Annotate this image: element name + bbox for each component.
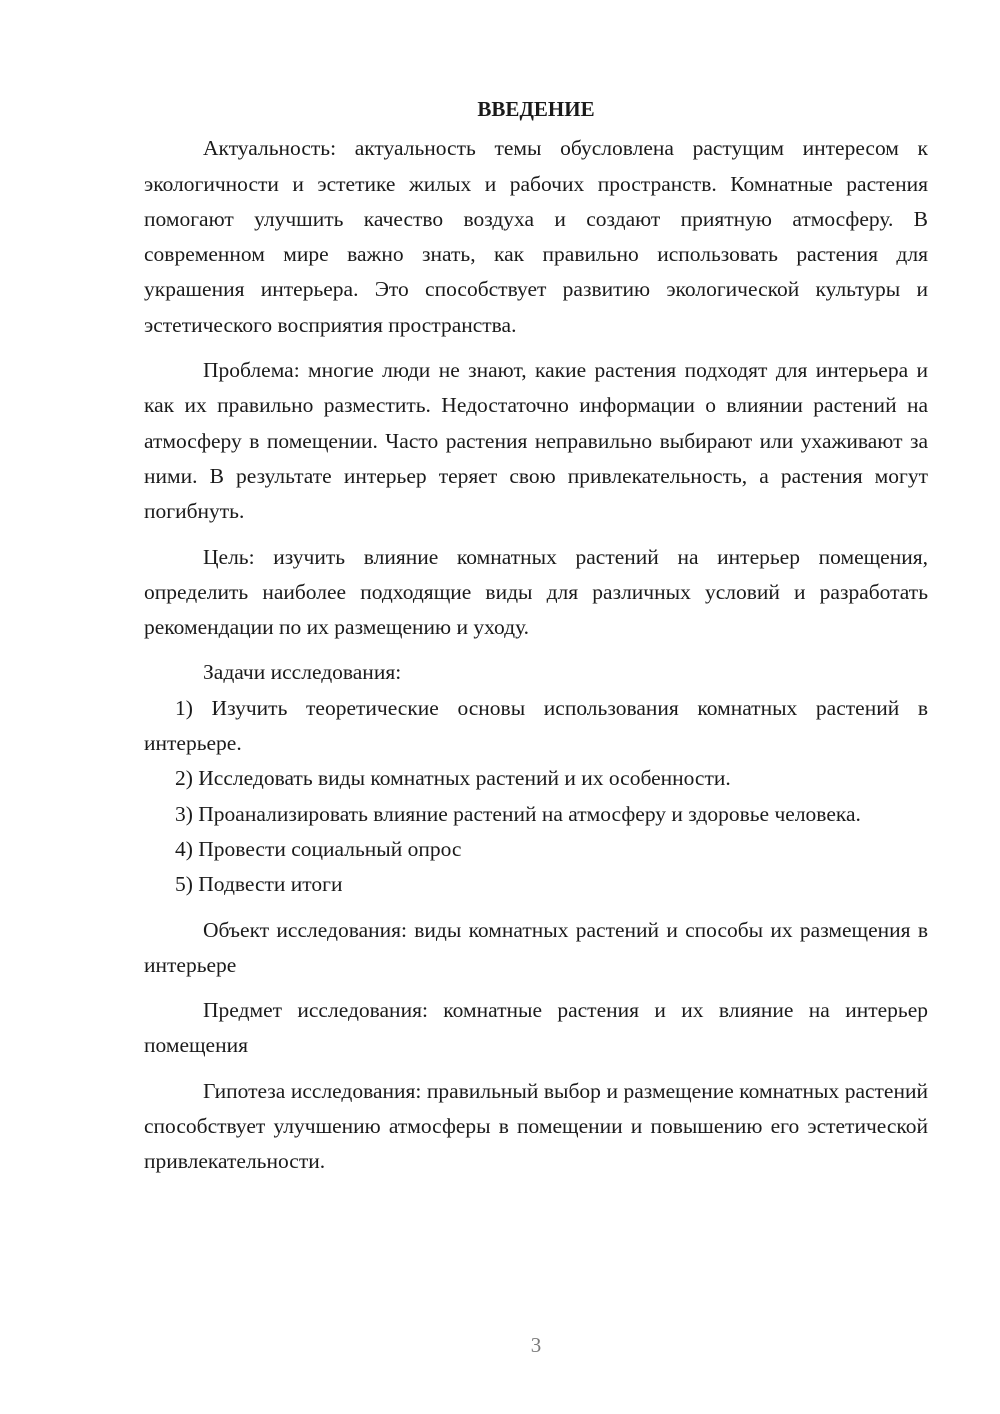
page-number: 3 <box>530 1333 542 1357</box>
page-title: ВВЕДЕНИЕ <box>477 97 595 121</box>
task-item-3: 3) Проанализировать влияние растений на атмосферу и здоровье человека. <box>175 801 861 826</box>
task-item-1: 1) Изучить теоретические основы использования комнатных растений в интерьере. <box>144 695 928 756</box>
tasks-heading: Задачи исследования: <box>203 660 402 685</box>
document-page <box>144 92 928 1180</box>
subject-paragraph: Предмет исследования: комнатные растения и их влияние на интерьер помещения <box>144 998 928 1058</box>
goal-paragraph: Цель: изучить влияние комнатных растений на интерьер помещения, определить наиболее подходящие виды для различных условий и разработать рекомендации по их размещению и уходу. <box>144 544 928 640</box>
relevance-paragraph: Актуальность: актуальность темы обусловлена растущим интересом к экологичности и эстетике жилых и рабочих пространств. Комнатные растения помогают улучшить качество воздуха и создают приятную атмосферу. В современном мире важно знать, как правильно использовать растения для украшения интерьера. Это способствует развитию экологической культуры и эстетического восприятия пространства. <box>144 136 928 337</box>
problem-paragraph: Проблема: многие люди не знают, какие растения подходят для интерьера и как их правильно разместить. Недостаточно информации о влиянии растений на атмосферу в помещении. Часто растения неправильно выбирают или ухаживают за ними. В результате интерьер теряет свою привлекательность, а растения могут погибнуть. <box>144 358 928 524</box>
task-item-4: 4) Провести социальный опрос <box>175 836 462 861</box>
task-item-5: 5) Подвести итоги <box>175 872 343 897</box>
object-paragraph: Объект исследования: виды комнатных растений и способы их размещения в интерьере <box>144 917 928 977</box>
task-item-2: 2) Исследовать виды комнатных растений и их особенности. <box>175 766 731 791</box>
hypothesis-paragraph: Гипотеза исследования: правильный выбор и размещение комнатных растений способствует улучшению атмосферы в помещении и повышению его эстетической привлекательности. <box>144 1078 928 1174</box>
